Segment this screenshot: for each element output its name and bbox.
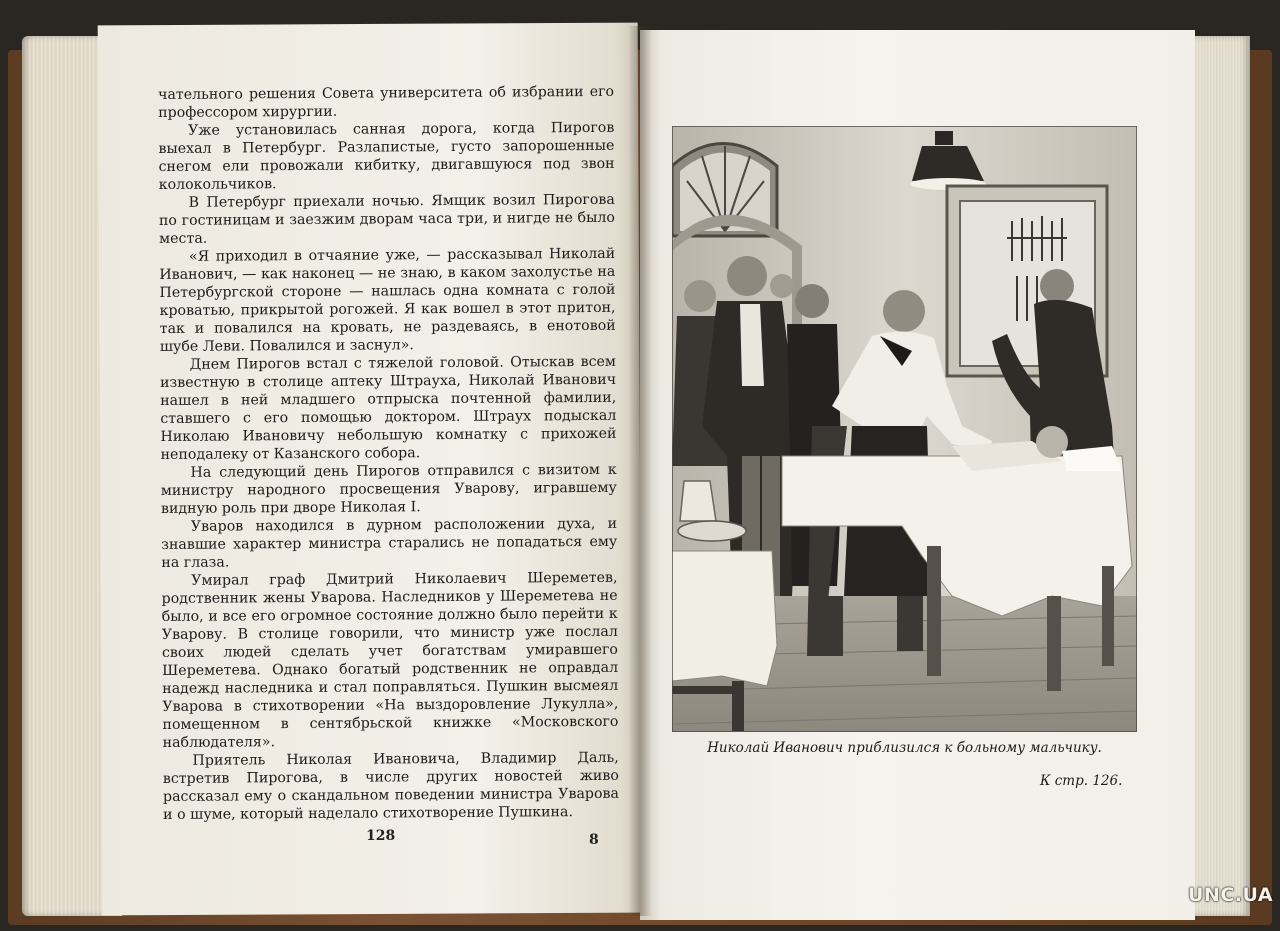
book-gutter: [628, 26, 652, 916]
surgery-scene-drawing: [672, 126, 1137, 732]
paragraph: Умирал граф Дмитрий Николаевич Шереметев, родственник жены Уварова. Наследников у Шереметева не было, и все его огромное состояние должно было перейти к Уварову. В столице говорили, что министр уже послал своих людей сделать учет богатствам умиравшего Шереметева. Однако богатый родственник не оправдал надежд наследника и стал поправляться. Пушкин высмеял Уварова в стихотворении «На выздоровление Лукулла», помещенном в сентябрьской книжке «Московского наблюдателя».: [161, 569, 619, 751]
body-text: [158, 83, 619, 824]
page-reference: К стр. 126.: [1040, 773, 1123, 789]
paragraph: В Петербург приехали ночью. Ямщик возил Пирогова по гостиницам и заезжим дворам часа три, и нигде не было места.: [158, 191, 615, 247]
page-number: 128: [366, 828, 396, 844]
signature-mark: 8: [589, 832, 599, 848]
paragraph: Уваров находился в дурном расположении духа, и знавшие характер министра старались не попадаться ему на глаза.: [161, 515, 618, 571]
illustration: [672, 126, 1137, 732]
illustration-caption: Николай Иванович приблизился к больному мальчику.: [707, 740, 1102, 756]
paragraph: чательного решения Совета университета об избрании его профессором хирургии.: [158, 83, 615, 121]
paragraph: Приятель Николая Ивановича, Владимир Даль, встретив Пирогова, в числе других новостей живо рассказал ему о скандальном поведении министра Уварова и о шуме, который наделало стихотворение Пушкина.: [162, 749, 620, 823]
paragraph: Днем Пирогов встал с тяжелой головой. Отыскав всем известную в столице аптеку Штрауха, Николай Иванович нашел в ней младшего отпрыска почтенной фамилии, ставшего с его помощью доктором. Штраух подыскал Николаю Ивановичу небольшую комнатку с прихожей неподалеку от Казанского собора.: [160, 353, 617, 463]
watermark: UNC.UA: [1188, 884, 1274, 906]
paragraph: На следующий день Пирогов отправился с визитом к министру народного просвещения Уварову, игравшему видную роль при дворе Николая I.: [160, 461, 617, 517]
paragraph: Уже установилась санная дорога, когда Пирогов выехал в Петербург. Разлапистые, густо запорошенные снегом ели провожали кибитку, двигавшуюся под звон колокольчиков.: [158, 119, 615, 193]
paragraph: «Я приходил в отчаяние уже, — рассказывал Николай Иванович, — как наконец — не знаю, в каком захолустье на Петербургской стороне — нашлась одна комната с голой кроватью, прикрытой рогожей. Я как вошел в этот притон, так и повалился на кровать, не раздеваясь, в енотовой шубе Леви. Повалился и заснул».: [159, 245, 616, 355]
